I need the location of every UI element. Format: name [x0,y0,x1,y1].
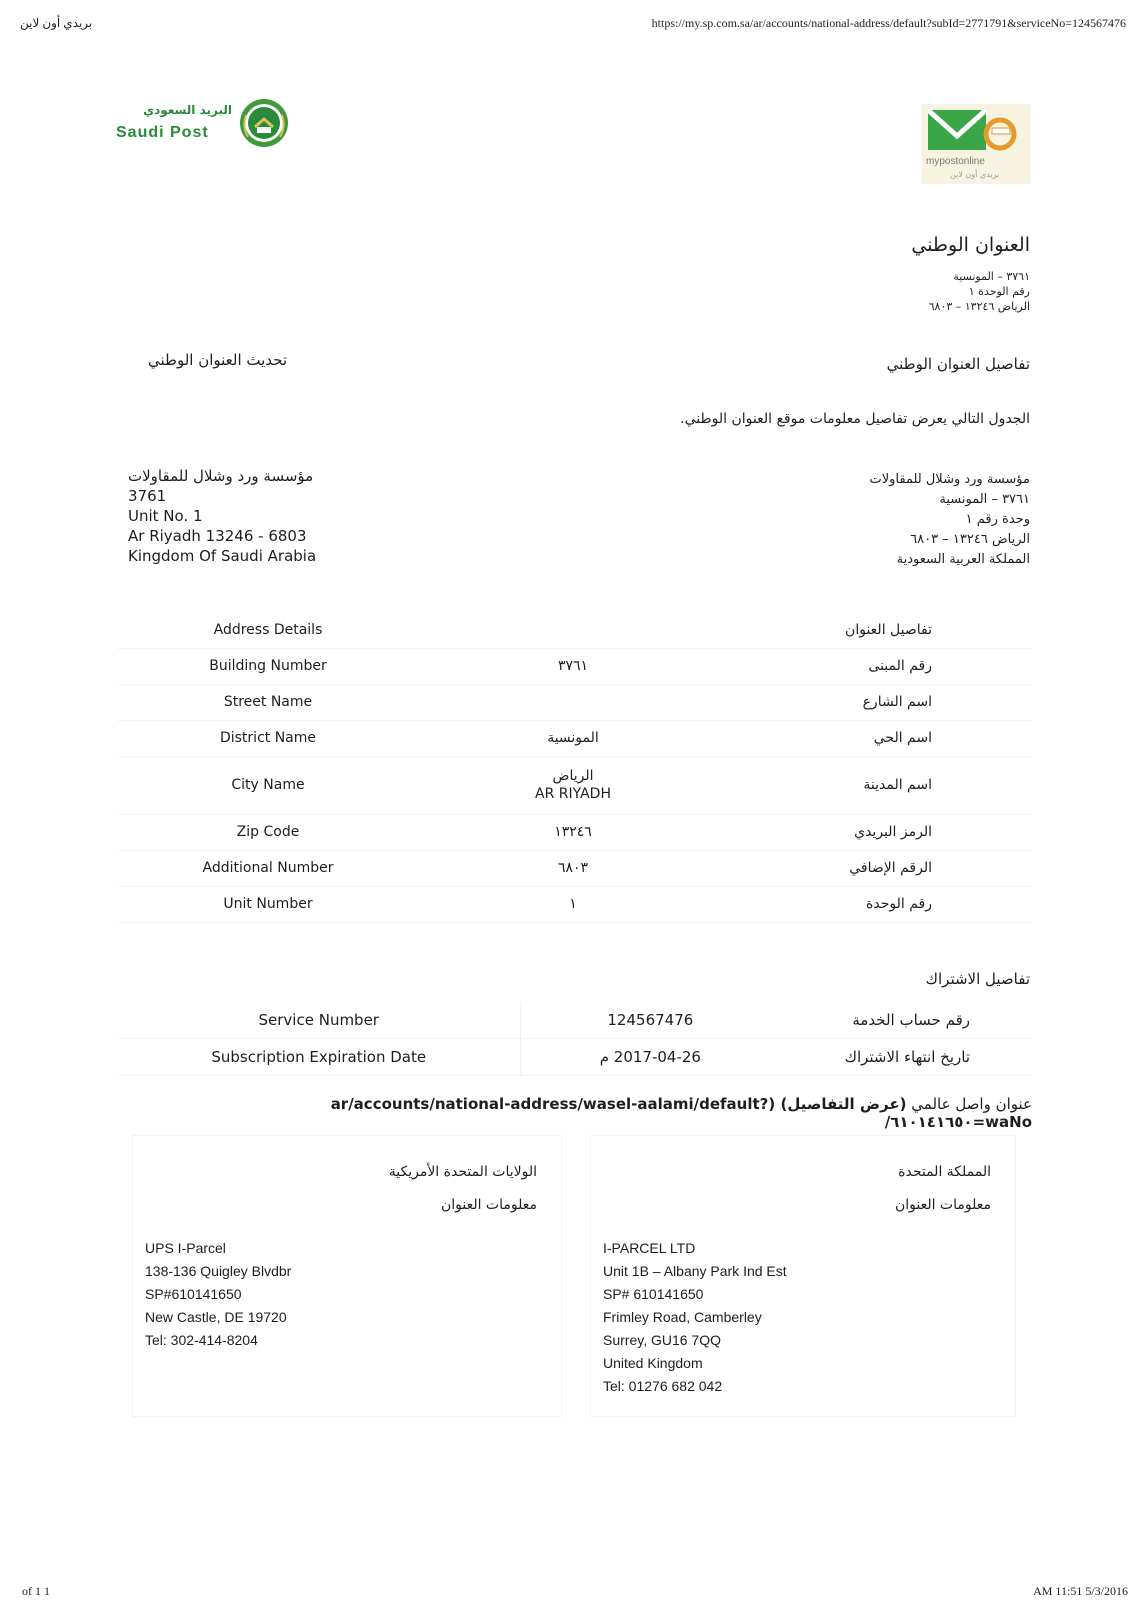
row-value-pair [418,756,728,814]
wasel-details-link[interactable]: (عرض التفاصيل) (ar/accounts/national-address/wasel-aalami/default?waNo=٦١٠١٤١٦٥٠/ [330,1095,1032,1131]
wasel-label: عنوان واصل عالمي [911,1095,1032,1113]
mypostonline-logo [922,104,1030,184]
row-label-en: Subscription Expiration Date [118,1039,520,1076]
wasel-aalami-line [190,1095,1032,1131]
address-line: United Kingdom [603,1355,703,1371]
table-header-en: Address Details [118,612,418,648]
address-line: UPS I-Parcel [145,1240,226,1256]
table-row [118,1002,1032,1039]
address-line: 3761 [128,487,167,505]
saudi-post-logo-en: Saudi Post [116,124,209,141]
table-header-row [118,612,1032,648]
address-line: 138-136 Quigley Blvdbr [145,1263,292,1279]
row-value: ١٣٢٤٦ [418,814,728,850]
address-lines [603,1237,787,1398]
table-row [118,814,1032,850]
row-label-en: District Name [118,720,418,756]
address-card-english [128,466,388,566]
international-address-uk [590,1135,1016,1417]
short-address-line: رقم الوحدة ١ [968,285,1030,298]
page-url[interactable]: https://my.sp.com.sa/ar/accounts/national-address/default?subId=2771791&serviceNo=124567476 [651,16,1126,30]
table-header-ar: تفاصيل العنوان [728,612,1032,648]
subscription-table [118,1002,1032,1076]
address-lines [145,1237,291,1352]
print-timestamp: AM 11:51 5/3/2016 [1033,1584,1128,1598]
table-row [118,850,1032,886]
address-line: Tel: 302-414-8204 [145,1332,258,1348]
address-line: Tel: 01276 682 042 [603,1378,723,1394]
row-value: 124567476 [520,1002,780,1039]
row-label-en: Unit Number [118,886,418,922]
table-row [118,756,1032,814]
country-name: المملكة المتحدة [898,1164,991,1180]
mypostonline-logo-subtext: بريدي أون لاين [950,170,1000,179]
address-line: Unit No. 1 [128,507,203,525]
row-label-en: Service Number [118,1002,520,1039]
row-label-ar: رقم الوحدة [728,886,1032,922]
address-line: وحدة رقم ١ [965,512,1030,527]
address-info-label: معلومات العنوان [894,1197,991,1213]
row-label-en: Zip Code [118,814,418,850]
row-label-ar: الرقم الإضافي [728,850,1032,886]
details-heading: تفاصيل العنوان الوطني [886,355,1030,373]
row-label-ar: الرمز البريدي [728,814,1032,850]
row-value: الرياض [552,768,594,784]
mypostonline-logo-text: mypostonline [926,156,985,167]
row-label-ar: تاريخ انتهاء الاشتراك [780,1039,1032,1076]
envelope-icon [922,104,1030,156]
address-line: مؤسسة ورد وشلال للمقاولات [128,467,314,485]
address-details-table [118,612,1032,923]
address-line: ٣٧٦١ – المونسية [939,492,1030,507]
row-label-ar: اسم الشارع [728,684,1032,720]
table-row [118,1039,1032,1076]
short-address-line: الرياض ١٣٢٤٦ – ٦٨٠٣ [928,300,1030,313]
saudi-post-logo [110,97,290,153]
international-address-us [132,1135,562,1417]
row-value-latin: AR RIYADH [535,786,611,802]
subscription-heading: تفاصيل الاشتراك [925,970,1030,988]
address-line: المملكة العربية السعودية [896,552,1030,567]
saudi-post-logo-ar: البريد السعودي [143,103,232,117]
address-line: Ar Riyadh 13246 - 6803 [128,527,307,545]
row-value [418,684,728,720]
address-card-arabic [770,470,1030,570]
saudi-post-emblem-icon [238,97,290,149]
address-line: SP#610141650 [145,1286,242,1302]
row-label-en: City Name [118,756,418,814]
row-label-en: Additional Number [118,850,418,886]
row-value: المونسية [418,720,728,756]
row-label-en: Building Number [118,648,418,684]
short-address-line: ٣٧٦١ – المونسية [953,270,1030,283]
row-label-ar: رقم المبنى [728,648,1032,684]
address-info-label: معلومات العنوان [440,1197,537,1213]
address-line: Frimley Road, Camberley [603,1309,762,1325]
table-row [118,648,1032,684]
update-national-address-link[interactable]: تحديث العنوان الوطني [148,351,288,369]
row-value: 2017-04-26 م [520,1039,780,1076]
page-title: العنوان الوطني [911,234,1030,256]
table-row [118,720,1032,756]
short-address [730,269,1030,314]
table-row [118,886,1032,922]
row-label-ar: اسم الحي [728,720,1032,756]
address-line: New Castle, DE 19720 [145,1309,287,1325]
row-label-ar: اسم المدينة [728,756,1032,814]
row-value: ٦٨٠٣ [418,850,728,886]
table-row [118,684,1032,720]
address-line: Unit 1B – Albany Park Ind Est [603,1263,787,1279]
page-count: of 1 1 [22,1584,50,1598]
address-line: الرياض ١٣٢٤٦ – ٦٨٠٣ [910,532,1030,547]
address-line: I-PARCEL LTD [603,1240,696,1256]
row-value: ٣٧٦١ [418,648,728,684]
page-header-left: بريدي أون لاين [20,16,93,30]
address-line: مؤسسة ورد وشلال للمقاولات [869,472,1030,487]
row-value: ١ [418,886,728,922]
row-label-ar: رقم حساب الخدمة [780,1002,1032,1039]
address-line: Kingdom Of Saudi Arabia [128,547,317,565]
row-label-en: Street Name [118,684,418,720]
details-description: الجدول التالي يعرض تفاصيل معلومات موقع العنوان الوطني. [680,411,1030,427]
country-name: الولايات المتحدة الأمريكية [388,1164,537,1180]
address-line: SP# 610141650 [603,1286,704,1302]
address-line: Surrey, GU16 7QQ [603,1332,722,1348]
